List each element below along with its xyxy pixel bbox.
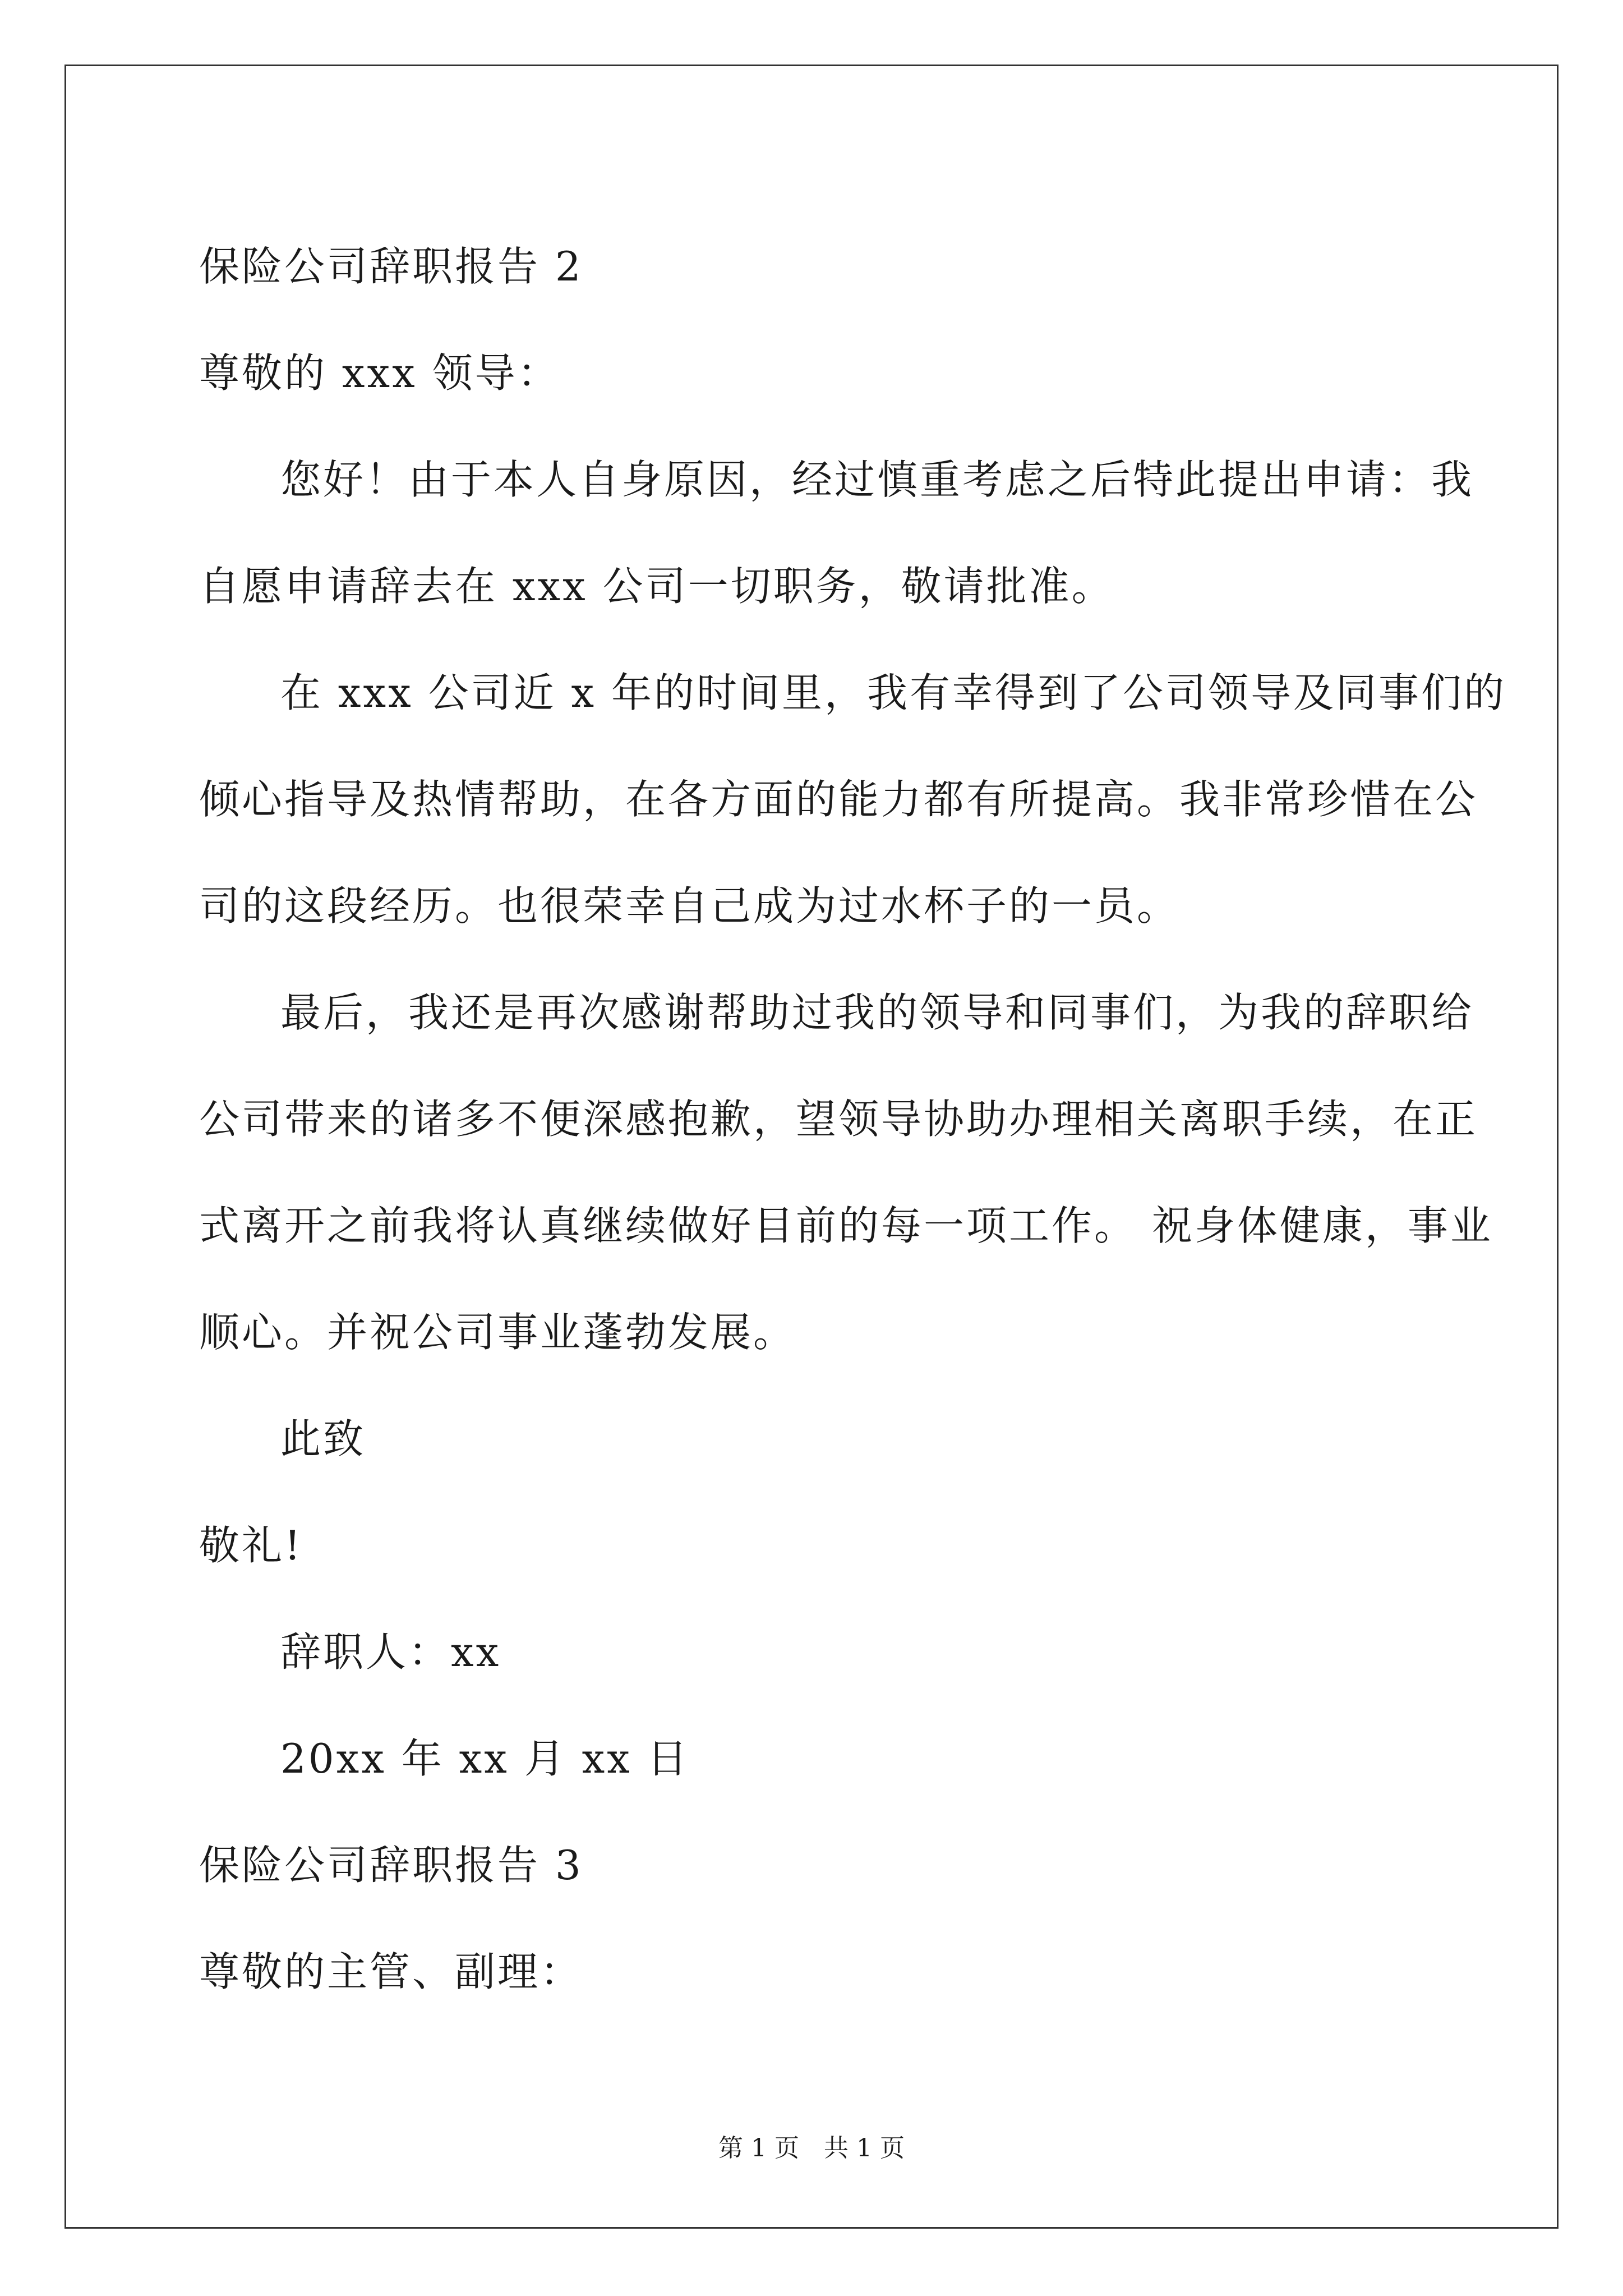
paragraph-line: 在 xxx 公司近 x 年的时间里，我有幸得到了公司领导及同事们的	[280, 669, 1506, 716]
signature-line: 辞职人：xx	[280, 1628, 501, 1676]
paragraph-line: 倾心指导及热情帮助，在各方面的能力都有所提高。我非常珍惜在公	[199, 776, 1478, 823]
paragraph-line: 司的这段经历。也很荣幸自己成为过水杯子的一员。	[199, 882, 1180, 930]
salutation: 尊敬的主管、副理：	[199, 1948, 583, 1995]
date-line: 20xx 年 xx 月 xx 日	[280, 1735, 690, 1782]
report-title: 保险公司辞职报告 2	[199, 243, 583, 290]
closing-regards: 敬礼!	[199, 1522, 303, 1569]
paragraph-line: 式离开之前我将认真继续做好目前的每一项工作。 祝身体健康，事业	[199, 1202, 1493, 1249]
closing-line: 此致	[280, 1415, 366, 1462]
paragraph-line: 自愿申请辞去在 xxx 公司一切职务，敬请批准。	[199, 563, 1114, 610]
paragraph-line: 公司带来的诸多不便深感抱歉，望领导协助办理相关离职手续，在正	[199, 1096, 1478, 1143]
report-title: 保险公司辞职报告 3	[199, 1842, 583, 1889]
paragraph-line: 顺心。并祝公司事业蓬勃发展。	[199, 1309, 796, 1356]
document-body	[199, 213, 1506, 2025]
paragraph-line: 您好！由于本人自身原因，经过慎重考虑之后特此提出申请：我	[280, 456, 1474, 503]
page-number-footer: 第 1 页 共 1 页	[718, 2134, 905, 2162]
paragraph-line: 最后，我还是再次感谢帮助过我的领导和同事们，为我的辞职给	[280, 989, 1474, 1036]
salutation: 尊敬的 xxx 领导：	[199, 349, 560, 397]
